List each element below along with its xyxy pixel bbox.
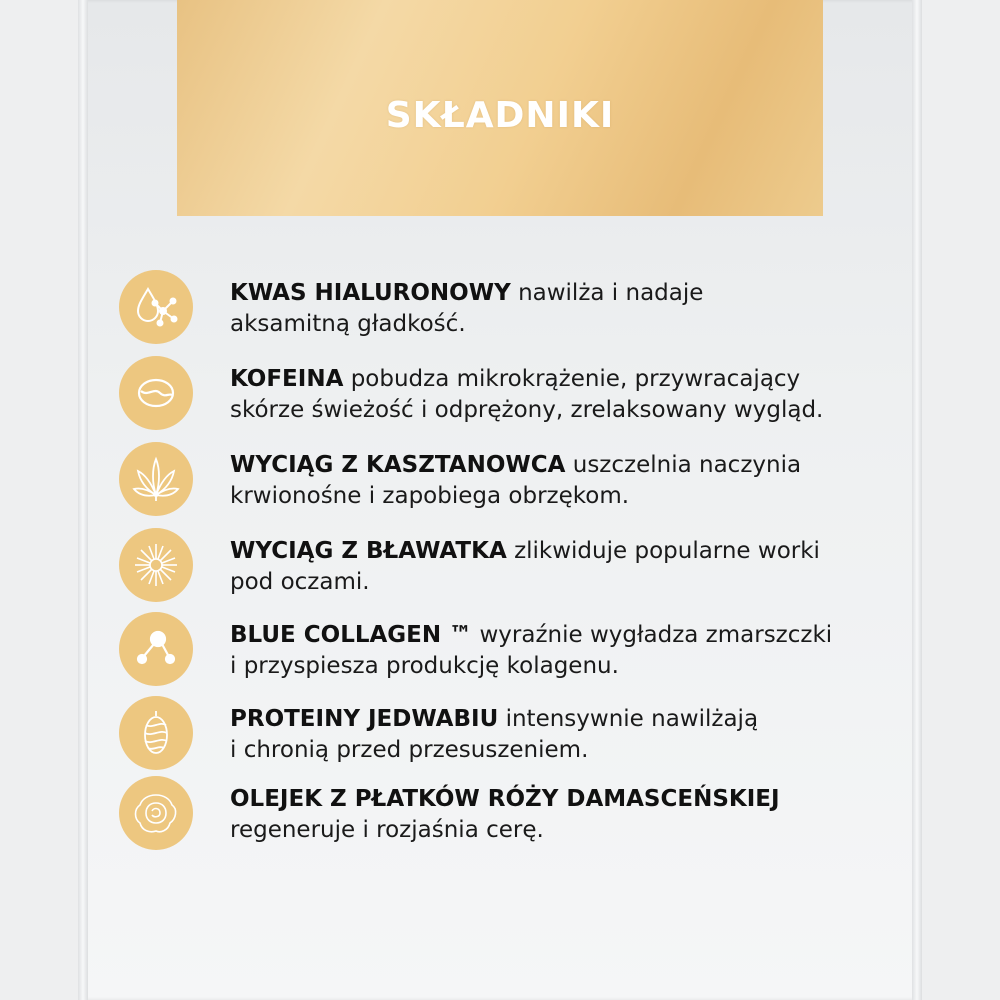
ingredient-text [230, 704, 920, 766]
ingredient-desc-line2: skórze świeżość i odprężony, zrelaksowany wygląd. [230, 397, 824, 423]
page-title: SKŁADNIKI [385, 94, 615, 136]
ingredient-text [230, 450, 920, 512]
ingredient-desc-line2: regeneruje i rozjaśnia cerę. [230, 817, 544, 843]
ingredient-desc-line2: i chronią przed przesuszeniem. [230, 737, 589, 763]
ingredient-name: BLUE COLLAGEN ™ [230, 622, 473, 648]
silk-cocoon-icon [119, 696, 193, 770]
ingredient-desc-line2: krwionośne i zapobiega obrzękom. [230, 483, 630, 509]
ingredient-desc-line2: pod oczami. [230, 569, 370, 595]
ingredient-name: WYCIĄG Z KASZTANOWCA [230, 452, 566, 478]
header-banner [177, 0, 823, 216]
ingredient-text [230, 278, 920, 340]
ingredient-desc-line2: i przyspiesza produkcję kolagenu. [230, 653, 619, 679]
ingredient-desc-line2: aksamitną gładkość. [230, 311, 466, 337]
ingredient-name: KOFEINA [230, 366, 344, 392]
ingredient-text [230, 620, 920, 682]
ingredient-desc: nawilża i nadaje [518, 280, 704, 306]
ingredient-item-cornflower [119, 528, 919, 598]
panel-edge-left [78, 0, 88, 1000]
ingredient-text [230, 536, 920, 598]
ingredient-item-caffeine [119, 356, 919, 426]
ingredient-name: KWAS HIALURONOWY [230, 280, 511, 306]
ingredient-name: PROTEINY JEDWABIU [230, 706, 499, 732]
ingredient-desc: wyraźnie wygładza zmarszczki [479, 622, 833, 648]
ingredient-item-rose [119, 776, 919, 846]
ingredient-desc: uszczelnia naczynia [572, 452, 802, 478]
ingredient-name: WYCIĄG Z BŁAWATKA [230, 538, 507, 564]
chestnut-leaf-icon [119, 442, 193, 516]
droplet-molecule-icon [119, 270, 193, 344]
ingredient-desc: intensywnie nawilżają [505, 706, 759, 732]
ingredient-item-chestnut [119, 442, 919, 512]
ingredient-text [230, 784, 920, 846]
ingredient-item-collagen [119, 612, 919, 682]
collagen-molecule-icon [119, 612, 193, 686]
ingredient-item-silk [119, 696, 919, 766]
rose-icon [119, 776, 193, 850]
ingredient-item-hyaluronic [119, 270, 919, 340]
ingredient-text [230, 364, 920, 426]
coffee-bean-icon [119, 356, 193, 430]
cornflower-icon [119, 528, 193, 602]
ingredient-desc: pobudza mikrokrążenie, przywracający [350, 366, 801, 392]
ingredient-desc: zlikwiduje popularne worki [514, 538, 820, 564]
ingredient-name: OLEJEK Z PŁATKÓW RÓŻY DAMASCEŃSKIEJ [230, 786, 780, 812]
